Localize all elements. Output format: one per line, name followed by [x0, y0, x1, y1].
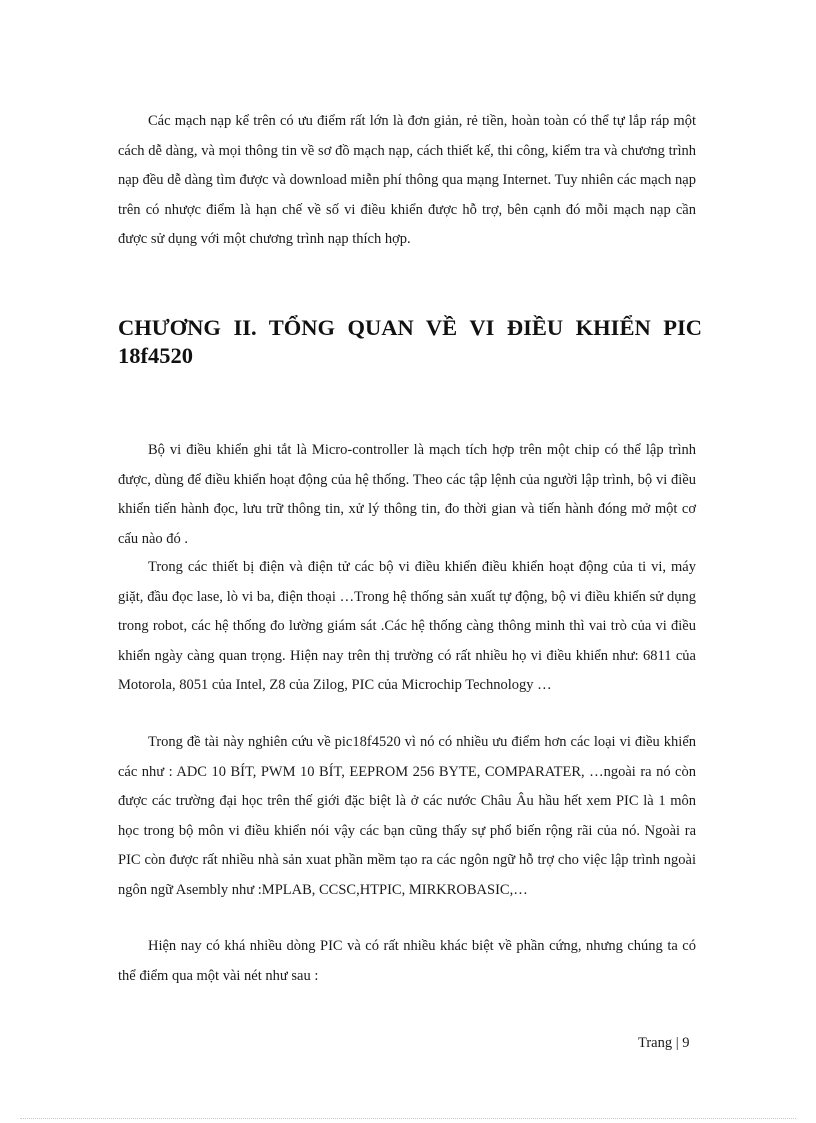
paragraph-microcontroller-definition: Bộ vi điều khiển ghi tắt là Micro-controller là mạch tích hợp trên một chip có thể lập trình được, dùng để điều khiển hoạt động của hệ thống. Theo các tập lệnh của người lập trình, bộ vi điều khiển tiến hành đọc, lưu trữ thông tin, xử lý thông tin, đo thời gian và tiến hành đóng mở một cơ cấu nào đó . — [118, 442, 696, 547]
page-break-divider — [20, 1118, 796, 1119]
paragraph-pic-lines: Hiện nay có khá nhiều dòng PIC và có rất nhiều khác biệt về phần cứng, nhưng chúng ta có thể điểm qua một vài nét như sau : — [118, 938, 696, 984]
chapter-heading: CHƯƠNG II. TỔNG QUAN VỀ VI ĐIỀU KHIỂN PIC 18f4520 — [118, 315, 702, 368]
paragraph-programmer-summary: Các mạch nạp kể trên có ưu điểm rất lớn là đơn giản, rẻ tiền, hoàn toàn có thể tự lắp ráp một cách dễ dàng, và mọi thông tin về sơ đồ mạch nạp, cách thiết kế, thi công, kiểm tra và chương trình nạp đều dễ dàng tìm được và download miễn phí thông qua mạng Internet. Tuy nhiên các mạch nạp trên có nhược điểm là hạn chế về số vi điều khiển được hỗ trợ, bên cạnh đó mỗi mạch nạp cần được sử dụng với một chương trình nạp thích hợp. — [118, 113, 696, 247]
paragraph-pic18f4520-advantages: Trong đề tài này nghiên cứu về pic18f4520 vì nó có nhiều ưu điểm hơn các loại vi điều khiển các như : ADC 10 BÍT, PWM 10 BÍT, EEPROM 256 BYTE, COMPARATER, …ngoài ra nó còn được các trường đại học trên thế giới đặc biệt là ở các nước Châu Âu hầu hết xem PIC là 1 môn học trong bộ môn vi điều khiển nói vậy các bạn cũng thấy sự phổ biến rộng rãi của nó. Ngoài ra PIC còn được rất nhiều nhà sản xuat phần mềm tạo ra các ngôn ngữ hỗ trợ cho việc lập trình ngoài ngôn ngữ Asembly như :MPLAB, CCSC,HTPIC, MIRKROBASIC,… — [118, 734, 696, 898]
paragraph-applications: Trong các thiết bị điện và điện tử các bộ vi điều khiển điều khiển hoạt động của ti vi, máy giặt, đầu đọc lase, lò vi ba, điện thoại …Trong hệ thống sản xuất tự động, bộ vi điều khiển sử dụng trong robot, các hệ thống đo lường giám sát .Các hệ thống càng thông minh thì vai trò của vi điều khiển ngày càng quan trọng. Hiện nay trên thị trường có rất nhiều họ vi điều khiển như: 6811 của Motorola, 8051 của Intel, Z8 của Zilog, PIC của Microchip Technology … — [118, 559, 696, 693]
page-number: Trang | 9 — [638, 1035, 690, 1051]
